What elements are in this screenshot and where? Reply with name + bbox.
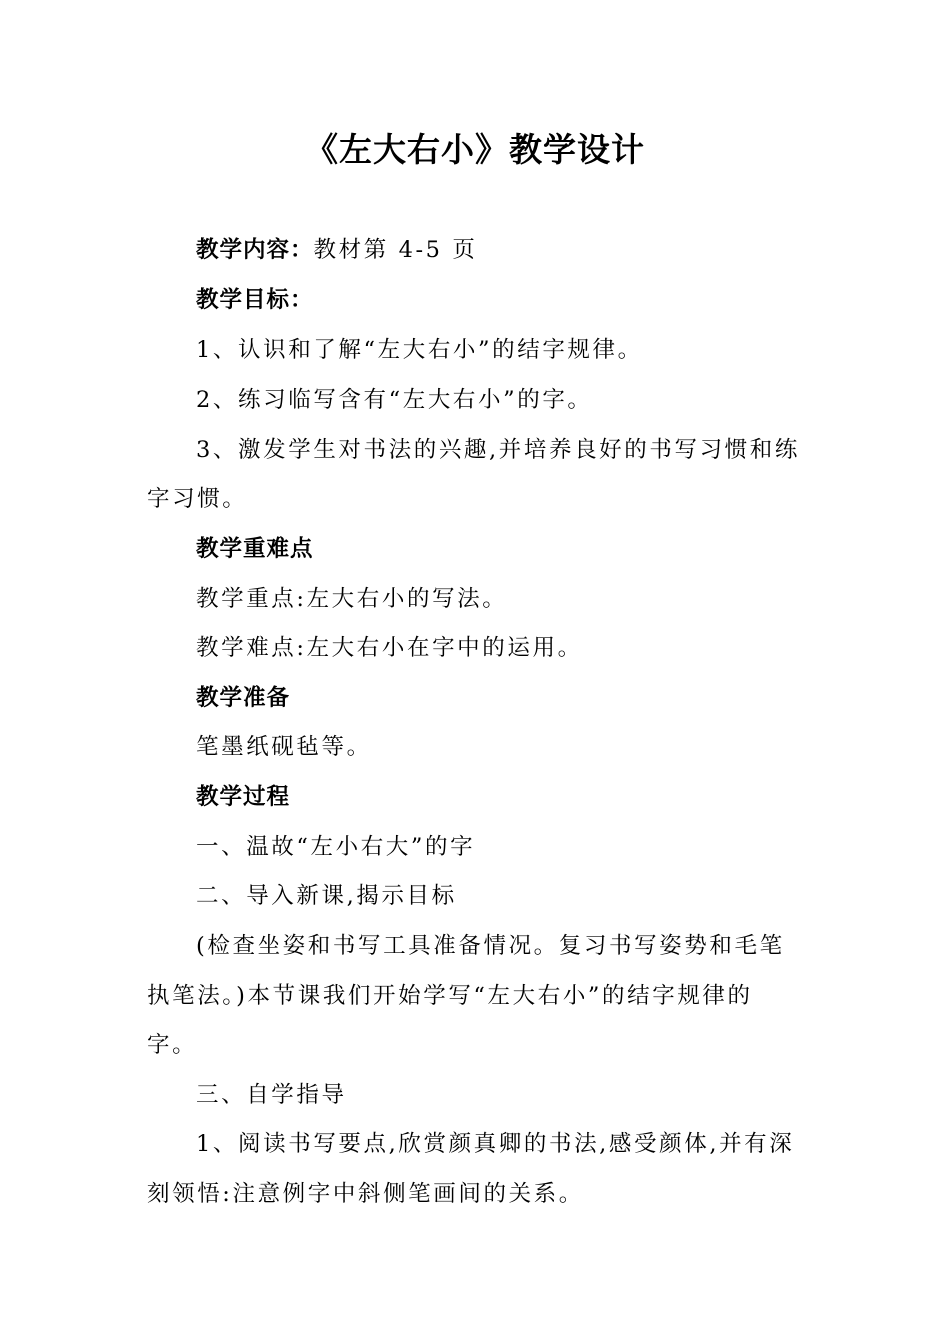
objective-item-3-cont: 字习惯。: [147, 486, 248, 512]
process-step-3: 三、自学指导: [196, 1082, 347, 1108]
key-point-focus: 教学重点:左大右小的写法。: [196, 586, 508, 612]
process-step-3-text-1: 1、阅读书写要点,欣赏颜真卿的书法,感受颜体,并有深: [196, 1131, 795, 1157]
process-step-3-text-2: 刻领悟:注意例字中斜侧笔画间的关系。: [147, 1181, 584, 1207]
preparation-heading: 教学准备: [196, 685, 291, 711]
process-step-2-text-3: 字。: [147, 1032, 198, 1058]
process-step-1: 一、温故“左小右大”的字: [196, 834, 476, 860]
process-heading: 教学过程: [196, 784, 291, 810]
objective-item-1: 1、认识和了解“左大右小”的结字规律。: [196, 337, 643, 363]
objectives-heading: 教学目标：: [196, 287, 314, 313]
process-step-2-text-1: (检查坐姿和书写工具准备情况。复习书写姿势和毛笔: [196, 933, 785, 959]
content-line: [147, 225, 812, 275]
content-text: 教材第 4-5 页: [313, 237, 478, 263]
process-step-2: 二、导入新课,揭示目标: [196, 883, 457, 909]
objective-item-3: 3、激发学生对书法的兴趣,并培养良好的书写习惯和练: [196, 437, 800, 463]
document-title: 《左大右小》教学设计: [305, 130, 645, 169]
key-point-difficulty: 教学难点:左大右小在字中的运用。: [196, 635, 583, 661]
objective-item-2: 2、练习临写含有“左大右小”的字。: [196, 387, 593, 413]
content-label: 教学内容：: [196, 237, 314, 263]
preparation-text: 笔墨纸砚毡等。: [196, 734, 372, 760]
key-points-heading: 教学重难点: [196, 536, 314, 562]
process-step-2-text-2: 执笔法。)本节课我们开始学写“左大右小”的结字规律的: [147, 983, 753, 1009]
